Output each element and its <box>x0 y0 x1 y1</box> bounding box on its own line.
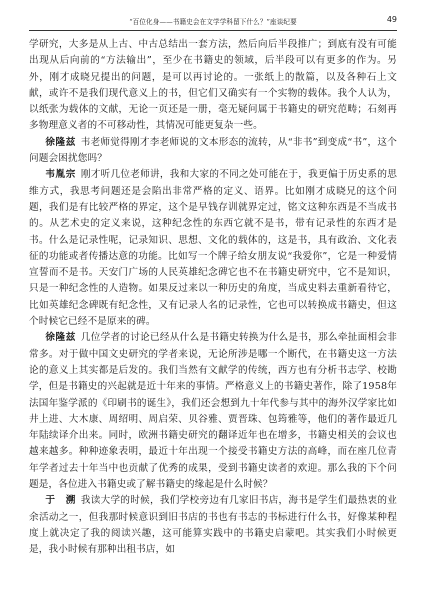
speaker-name: 韦胤宗 <box>45 169 77 181</box>
paragraph <box>29 135 397 168</box>
paragraph-text: 学研究，大多是从上古、中古总结出一套方法，然后向后半段推广；到底有没有可能出现从后向前的“方法输出”，至少在书籍史的领域，后半段可以有更多的作为。另外，刚才成晓兄提出的问题，是可以再讨论的。一张纸上的散篇，以及各种石上文献，或许不是我们现代意义上的书，但它们又确实有一个实物的载体。我个人认为，以纸张为载体的文献，无论一页还是一册，毫无疑问属于书籍史的研究范畴；石刻再多物理意义者的不可移动性，其情况可能更复杂一些。 <box>29 39 397 132</box>
paragraph-text: 我读大学的时候，我们学校旁边有几家旧书店，海书是学生们最热衷的业余活动之一，但我那时候意识到旧书店的书也有书志的书标进行什么书，好像某种程度上就决定了我的阅读兴趣，这可能算实践中的书籍史启蒙吧。其实我们小时候更是，我小时候有那种出租书店，如 <box>29 495 398 556</box>
page-number: 49 <box>386 15 397 24</box>
paragraph-text: 刚才听几位老师讲，我和大家的不同之处可能在于，我更偏于历史系的思维方式，我思考问题还是会陷出非常严格的定义、语界。比如刚才成晓兄的这个问题，我们是有比较严格的界定，这个是早钱存训就界定过，铭文这种东西是不当成书的。从艺术史的定义来说，这种纪念性的东西它就不是书，带有记录性的东西才是书。什么是记录性呢，记录知识、思想、文化的载体的，这是书，具有政治、文化表征的功能或者传播达意的功能。比如写一个牌子给女朋友说“我爱你”，它是一种爱情宣誓而不是书。天安门广场的人民英雄纪念碑它也不在书籍史研究中，它不是知识，只是一种纪念性的人造物。如果反过来以一种历史的角度，当成史料去重新看待它，比如英雄纪念碑既有纪念性，又有记录人名的记录性，它也可以转换成书籍史，但这个时候它已经不是原来的碑。 <box>29 169 398 328</box>
paragraph <box>29 37 397 135</box>
paragraph <box>29 330 397 493</box>
speaker-name: 徐隆兹 <box>45 136 76 148</box>
running-title: “百位化身——书籍史会在文学学科留下什么？”座谈纪要 <box>129 18 297 26</box>
running-header <box>29 14 397 31</box>
speaker-name: 徐隆兹 <box>45 332 77 344</box>
paragraph <box>29 167 397 330</box>
speaker-name: 于 溯 <box>45 495 77 507</box>
paragraph-text: 韦老师觉得刚才李老师说的文本形态的流转，从“非书”到变成“书”，这个问题会困扰您吗？ <box>29 136 398 165</box>
paragraph <box>29 493 397 558</box>
paragraph-text: 几位学者的讨论已经从什么是书籍史转换为什么是书，那么牵扯面相会非常多。对于做中国文史研究的学者来说，无论所涉是哪一个断代，在书籍史这一方法论的意义上其实都是后发的。我们当然有文献学的传统，西方也有分析书志学、校勘学，但是书籍史的兴起就是近十年来的事情。严格意义上的书籍史著作，除了1958年法国年鉴学派的《印刷书的诞生》，我们还会想到九十年代参与其中的海外汉学家比如井上进、大木康、周绍明、周启荣、贝谷雅、贾晋珠、包筠雅等，他们的著作最近几年陆续译介出来。同时，欧洲书籍史研究的翻译近年也在增多，书籍史相关的会议也越来越多。种种迹象表明，最近十年出现一个接受书籍史方法的高峰，而在座几位青年学者过去十年当中也贡献了优秀的成果，受到书籍史读者的欢迎。那么我的下个问题是，各位进入书籍史或了解书籍史的缘起是什么时候？ <box>29 332 398 491</box>
article-body <box>29 37 397 559</box>
